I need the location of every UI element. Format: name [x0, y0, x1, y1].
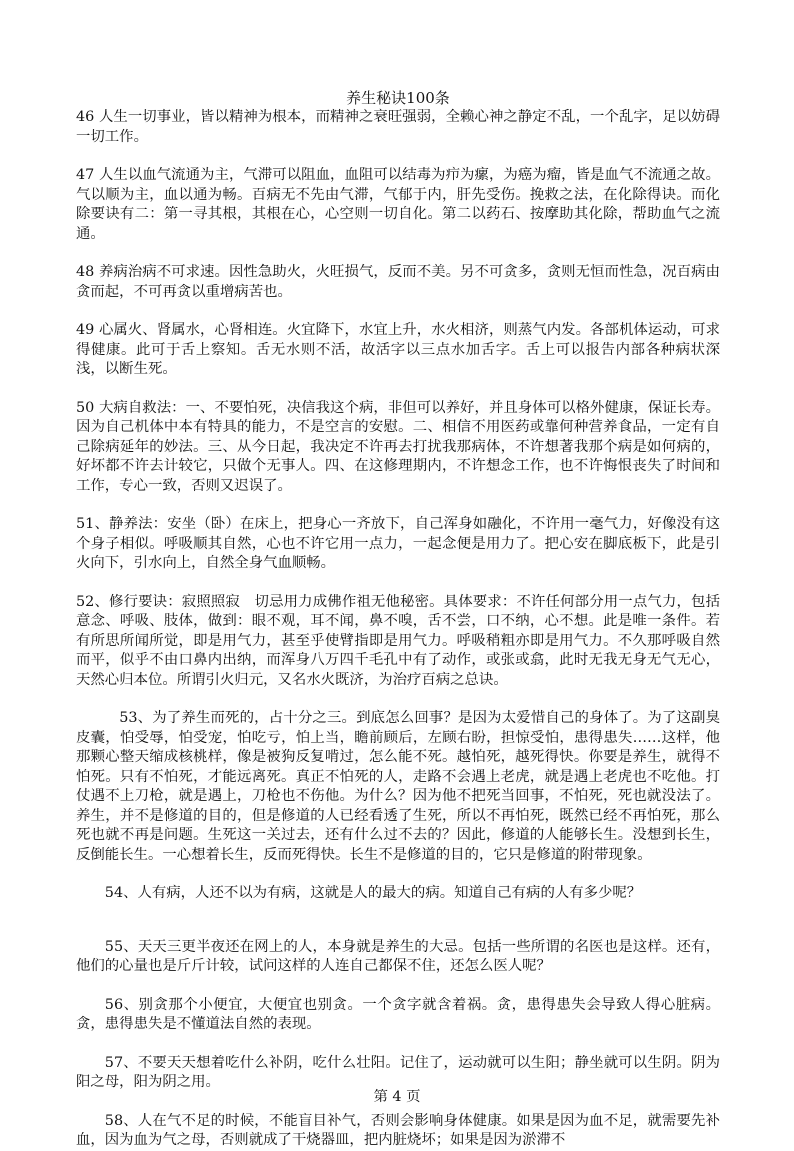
paragraph-56: 56、别贪那个小便宜，大便宜也别贪。一个贪字就含着祸。贪，患得患失会导致人得心脏病。贪，患得患失是不懂道法自然的表现。: [76, 996, 720, 1032]
paragraph-54: 54、人有病，人还不以为有病，这就是人的最大的病。知道自己有病的人有多少呢？: [104, 885, 642, 901]
document-page: [76, 88, 720, 1151]
paragraph-51: 51、静养法：安坐（卧）在床上，把身心一齐放下，自己浑身如融化，不许用一毫气力，好像没有这个身子相似。呼吸顺其自然，心也不许它用一点力，一起念便是用力了。把心安在脚底板下，此是引火向下，引水向上，自然全身气血顺畅。: [76, 516, 720, 571]
paragraph-49: 49 心属火、肾属水，心肾相连。火宜降下，水宜上升，水火相济，则蒸气内发。各部机体运动，可求得健康。此可于舌上察知。舌无水则不活，故活字以三点水加舌字。舌上可以报告内部各种病状深浅，以断生死。: [76, 322, 720, 377]
paragraph-46: 46 人生一切事业，皆以精神为根本，而精神之衰旺强弱，全赖心神之静定不乱，一个乱字，足以妨碍一切工作。: [76, 109, 720, 145]
paragraph-47: 47 人生以血气流通为主，气滞可以阻血，血阻可以结毒为疖为瘰，为癌为瘤，皆是血气不流通之故。气以顺为主，血以通为畅。百病无不先由气滞，气郁于内，肝先受伤。挽救之法，在化除得诀。而化除要诀有二：第一寻其根，其根在心，心空则一切自化。第二以药石、按摩助其化除，帮助血气之流通。: [76, 167, 720, 242]
paragraph-52: 52、修行要诀：寂照照寂 切忌用力成佛作祖无他秘密。具体要求：不许任何部分用一点气力，包括意念、呼吸、肢体，做到：眼不观，耳不闻，鼻不嗅，舌不尝，口不纳，心不想。此是唯一条件。若有所思所闻所觉，即是用气力，甚至乎使臂指即是用气力。呼吸稍粗亦即是用气力。不久那呼吸自然而平，似乎不由口鼻内出纳，而浑身八万四千毛孔中有了动作，或张或翕，此时无我无身无气无心，天然心归本位。所谓引火归元，又名水火既济，为治疗百病之总诀。: [76, 593, 720, 688]
paragraph-55: 55、天天三更半夜还在网上的人，本身就是养生的大忌。包括一些所谓的名医也是这样。还有，他们的心量也是斤斤计较，试问这样的人连自己都保不住，还怎么医人呢？: [76, 938, 720, 974]
paragraph-48: 48 养病治病不可求速。因性急助火，火旺损气，反而不美。另不可贪多，贪则无恒而性急，况百病由贪而起，不可再贪以重增病苦也。: [76, 264, 720, 300]
paragraph-57: 57、不要天天想着吃什么补阴，吃什么壮阳。记住了，运动就可以生阳；静坐就可以生阴。阴为阳之母，阳为阴之用。: [76, 1054, 720, 1090]
page-number: 第 4 页: [373, 1089, 421, 1105]
paragraph-53: 53、为了养生而死的，占十分之三。到底怎么回事？是因为太爱惜自己的身体了。为了这副臭皮囊，怕受辱，怕受宠，怕吃亏，怕上当，瞻前顾后，左顾右盼，担惊受怕，患得患失……这样，他那颗心整天缩成核桃样，像是被狗反复啃过，怎么能不死。越怕死，越死得快。你要是养生，就得不怕死。只有不怕死，才能远离死。真正不怕死的人，走路不会遇上老虎，就是遇上老虎也不吃他。打仗遇不上刀枪，就是遇上，刀枪也不伤他。为什么？因为他不把死当回事，不怕死，死也就没法了。养生，并不是修道的目的，但是修道的人已经看透了生死，所以不再怕死，既然已经不再怕死，那么死也就不再是问题。生死这一关过去，还有什么过不去的？因此，修道的人能够长生。没想到长生，反倒能长生。一心想着长生，反而死得快。长生不是修道的目的，它只是修道的附带现象。: [76, 710, 720, 863]
paragraph-58: 58、人在气不足的时候，不能盲目补气，否则会影响身体健康。如果是因为血不足，就需要先补血，因为血为气之母，否则就成了干烧器皿，把内脏烧坏；如果是因为淤滞不: [76, 1112, 720, 1148]
document-title: 养生秘诀100条: [346, 89, 450, 107]
paragraph-50: 50 大病自救法：一、不要怕死，决信我这个病，非但可以养好，并且身体可以格外健康，保证长寿。因为自己机体中本有特具的能力，不是空言的安慰。二、相信不用医药或靠何种营养食品，一定有自己除病延年的妙法。三、从今日起，我决定不许再去打扰我那病体，不许想著我那个病是如何病的，好坏都不许去计较它，只做个无事人。四、在这修理期内，不许想念工作，也不许悔恨丧失了时间和工作，专心一致，否则又迟误了。: [76, 399, 720, 494]
